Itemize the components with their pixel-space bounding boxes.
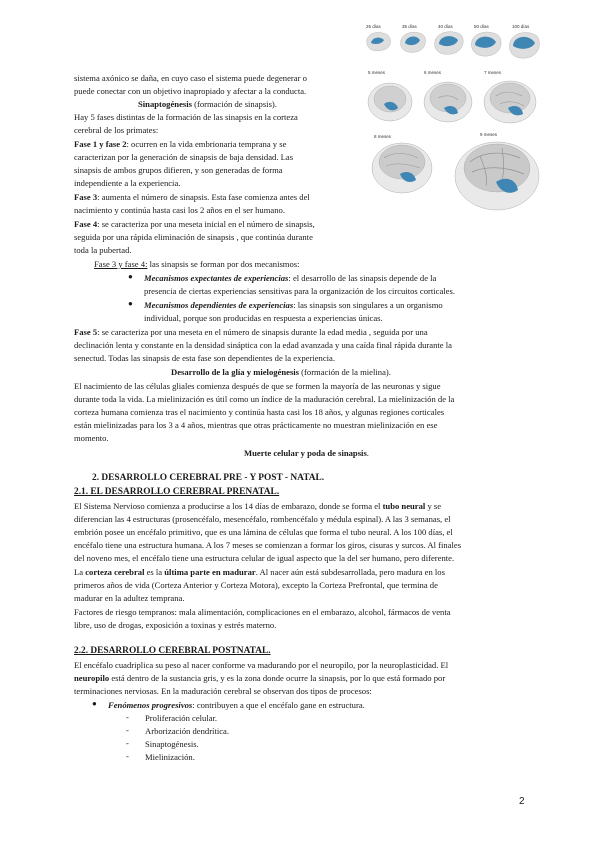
fetal-label-5: 5 meses — [368, 70, 386, 75]
dash-marker: - — [126, 725, 129, 735]
text-line: Factores de riesgo tempranos: mala alimentación, complicaciones en el embarazo, alcohol, fármacos de venta — [74, 607, 451, 617]
text-line: senectud. Todas las sinapsis de esta fase son dependientes de la experiencia. — [74, 353, 336, 363]
phase-label: Fase 4 — [74, 219, 98, 229]
dash-marker: - — [126, 751, 129, 761]
inline-bold: Fenómenos progresivos — [108, 700, 193, 710]
phase-text: : se caracteriza por una meseta inicial en el número de sinapsis, — [97, 219, 315, 229]
text-line: El encéfalo cuadriplica su peso al nacer conforme va madurando por el neuropilo, por la neuroplasticidad. El — [74, 660, 449, 670]
text-line: madurar en la adultez temprana. — [74, 593, 185, 603]
phase-text: : aumenta el número de sinapsis. Esta fase comienza antes del — [97, 192, 310, 202]
text-line: encéfalo tiene una estructura humana. A los 7 meses se comienzan a formar los giros, cisuras y surcos. Al finales — [74, 540, 462, 550]
embryo-stage-2 — [401, 24, 426, 52]
section-2-2-title: 2.2. DESARROLLO CEREBRAL POSTNATAL. — [74, 646, 271, 656]
text-line: sistema axónico se daña, en cuyo caso el sistema puede degenerar o — [74, 73, 307, 83]
text-line: diferencian las 4 estructuras (prosencéfalo, mesencéfalo, rombencéfalo y médula espinal). A las 3 semanas, el — [74, 514, 451, 524]
fetal-label-7: 7 meses — [484, 70, 502, 75]
cortex-line-1 — [74, 566, 445, 578]
text-line: embrión posee un encéfalo primitivo, que es una lámina de células que forma el tubo neural. A los 100 días, el — [74, 527, 453, 537]
phase-1-2-line — [74, 138, 286, 150]
text-line: toda la pubertad. — [74, 245, 132, 255]
text-line: El nacimiento de las células gliales comienza después de que se formen la mayoría de las neuronas y sigue — [74, 381, 441, 391]
fetal-brain-7-months — [484, 70, 536, 123]
embryo-stage-1 — [366, 24, 391, 51]
phase-label: Fase 3 — [74, 192, 98, 202]
phase-text: las sinapsis se forman por dos mecanismos: — [147, 259, 300, 269]
phase-5-line — [74, 326, 428, 338]
text-line: terminaciones nerviosas. En la maduración cerebral se observan dos tipos de procesos: — [74, 686, 372, 696]
inline-text: y se — [425, 501, 442, 511]
text-line: primeros años de vida (Corteza Anterior y Corteza Motora), excepto la Corteza Prefrontal, que termina de — [74, 580, 438, 590]
mechanism-2-line — [144, 299, 443, 311]
progressive-line — [108, 699, 365, 711]
embryo-label-3: 40 días — [438, 24, 453, 29]
embryo-label-1: 25 días — [366, 24, 381, 29]
phase-text: : se caracteriza por una meseta en el número de sinapsis durante la edad media , seguida por una — [97, 327, 428, 337]
postnatal-line-2 — [74, 672, 445, 684]
text-line: nacimiento y continúa hasta casi los 2 años en el ser humano. — [74, 205, 285, 215]
phase-label: Fase 3 y fase 4: — [94, 259, 148, 269]
bullet-icon: ● — [128, 272, 133, 281]
bullet-icon: ● — [92, 699, 97, 708]
text-line: del noveno mes, el encéfalo tiene una estructura celular de igual aspecto que la del ser humano, pero diferente. — [74, 553, 455, 563]
inline-bold: neuropilo — [74, 673, 110, 683]
text-line: presencia de ciertas experiencias sensitivas para la organización de los circuitos corticales. — [144, 286, 455, 296]
synaptogenesis-heading — [138, 98, 277, 110]
phase-3-line — [74, 191, 310, 203]
inline-text: El Sistema Nervioso comienza a producirse a los 14 días de embarazo, donde se forma el — [74, 501, 383, 511]
text-line: individual, porque son producidas en respuesta a experiencias únicas. — [144, 313, 383, 323]
inline-text: : contribuyen a que el encéfalo gane en estructura. — [192, 700, 365, 710]
text-line: libre, uso de drogas, exposición a toxinas y estrés materno. — [74, 620, 277, 630]
text-line: sinapsis de ambos grupos difieren, y son generadas de forma — [74, 165, 283, 175]
fetal-label-9: 9 meses — [480, 132, 498, 137]
fetal-brain-5-months — [368, 70, 412, 121]
mechanism-label: Mecanismos expectantes de experiencias — [144, 273, 289, 283]
fetal-brain-9-months — [455, 132, 539, 210]
inline-text: . Al nacer aún está subdesarrollada, pero madura en los — [255, 567, 445, 577]
page-number: 2 — [519, 796, 525, 807]
dash-marker: - — [126, 738, 129, 748]
heading-rest: (formación de sinapsis). — [191, 99, 277, 109]
inline-bold: tubo neural — [382, 501, 426, 511]
fetal-label-6: 6 meses — [424, 70, 442, 75]
mechanism-text: : el desarrollo de las sinapsis depende de la — [288, 273, 437, 283]
prenatal-line-1 — [74, 500, 441, 512]
section-2-1-title: 2.1. EL DESARROLLO CEREBRAL PRENATAL. — [74, 487, 280, 497]
list-item: Sinaptogénesis. — [145, 739, 199, 749]
embryo-label-4: 50 días — [474, 24, 489, 29]
text-line: durante toda la vida. La mielinización es útil como un índice de la maduración cerebral. La mielinización de la — [74, 394, 455, 404]
phase-4-line — [74, 218, 315, 230]
phase-3-4-line — [94, 258, 300, 270]
text-line: Hay 5 fases distintas de la formación de las sinapsis en la corteza — [74, 112, 298, 122]
dash-marker: - — [126, 712, 129, 722]
text-line: cerebral de los primates: — [74, 125, 159, 135]
bullet-icon: ● — [128, 299, 133, 308]
list-item: Proliferación celular. — [145, 713, 218, 723]
phase-label: Fase 5 — [74, 327, 98, 337]
list-item: Arborización dendrítica. — [145, 726, 229, 736]
cell-death-heading — [244, 447, 369, 459]
glia-heading — [171, 366, 391, 378]
section-2-title: 2. DESARROLLO CEREBRAL PRE - Y POST - NATAL. — [92, 473, 325, 483]
embryo-label-2: 35 días — [402, 24, 417, 29]
embryo-label-5: 100 días — [512, 24, 530, 29]
phase-label: Fase 1 y fase 2 — [74, 139, 127, 149]
fetal-brain-8-months — [372, 134, 432, 193]
phase-text: : ocurren en la vida embrionaria temprana y se — [126, 139, 287, 149]
text-line: caracterizan por la generación de sinapsis de baja densidad. Las — [74, 152, 294, 162]
mechanism-label: Mecanismos dependientes de experiencias — [144, 300, 294, 310]
embryo-stage-5 — [509, 24, 539, 58]
text-line: corteza humana comienza tras el nacimiento y continúa hasta casi los 18 años, y algunas regiones corticales — [74, 407, 445, 417]
fetal-brain-6-months — [424, 70, 472, 122]
text-line: seguida por una rápida eliminación de sinapsis , que continúa durante — [74, 232, 313, 242]
heading-bold: Sinaptogénesis — [138, 99, 192, 109]
heading-bold: Desarrollo de la glía y mielogénesis — [171, 367, 300, 377]
text-line: momento. — [74, 433, 109, 443]
mechanism-1-line — [144, 272, 436, 284]
text-line: puede conectar con un objetivo inapropiado y afectar a la conducta. — [74, 86, 307, 96]
brain-development-figure — [362, 16, 542, 212]
inline-bold: corteza cerebral — [85, 567, 145, 577]
heading-bold: Muerte celular y poda de sinapsis — [244, 448, 367, 458]
list-item: Mielinización. — [145, 752, 195, 762]
inline-text: La — [74, 567, 86, 577]
fetal-label-8: 8 meses — [374, 134, 392, 139]
embryo-stage-3 — [435, 24, 464, 54]
inline-bold: última parte en madurar — [164, 567, 256, 577]
heading-rest: (formación de la mielina). — [299, 367, 391, 377]
inline-text: es la — [144, 567, 165, 577]
text-line: declinación lenta y constante en la densidad sináptica con la edad avanzada y una caída final rápida durante la — [74, 340, 452, 350]
mechanism-text: : las sinapsis son singulares a un organismo — [293, 300, 443, 310]
embryo-stage-4 — [471, 24, 501, 56]
text-line: independiente a la experiencia. — [74, 178, 181, 188]
text-line: están mielinizadas para los 3 a 4 años, mientras que otras prácticamente no muestran mielinización en ese — [74, 420, 438, 430]
inline-text: está dentro de la sustancia gris, y es la zona donde ocurre la sinapsis, por lo que está formado por — [109, 673, 446, 683]
heading-rest: . — [366, 448, 369, 458]
